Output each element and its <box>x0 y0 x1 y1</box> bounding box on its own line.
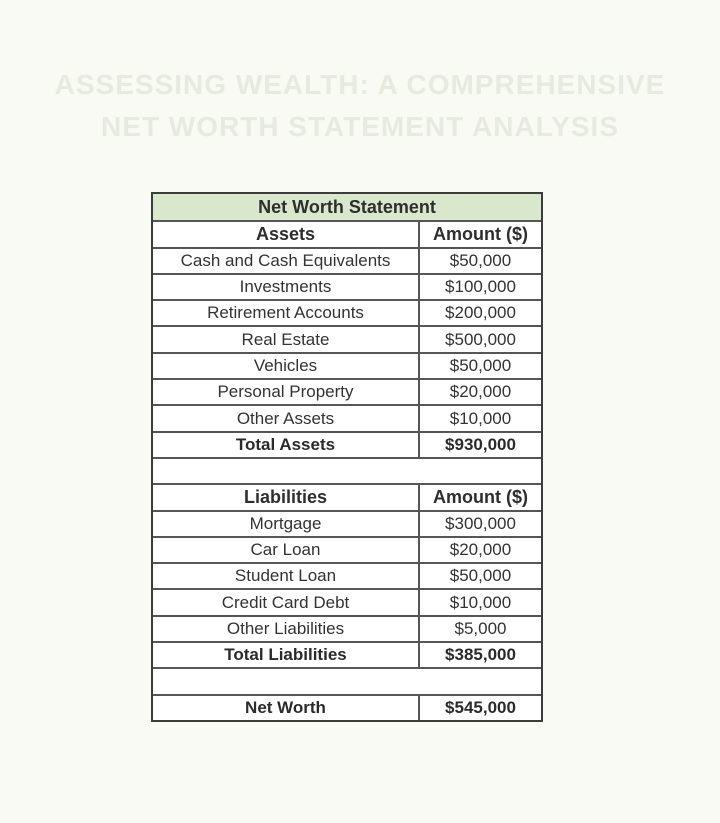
spacer-cell <box>153 459 541 483</box>
assets-header-amount: Amount ($) <box>433 223 528 244</box>
row-label: Student Loan <box>153 564 420 588</box>
row-label: Investments <box>153 275 420 299</box>
row-label: Other Liabilities <box>153 617 420 641</box>
table-row <box>153 378 541 404</box>
net-worth-row <box>153 694 541 720</box>
row-amount: $50,000 <box>449 250 512 270</box>
total-assets-row <box>153 431 541 457</box>
row-amount: $500,000 <box>445 329 516 349</box>
row-amount: $20,000 <box>449 382 512 402</box>
row-amount: $50,000 <box>449 355 512 375</box>
table-row <box>153 404 541 430</box>
total-assets-label: Total Assets <box>153 433 420 457</box>
total-liabilities-label: Total Liabilities <box>153 643 420 667</box>
row-label: Vehicles <box>153 354 420 378</box>
row-label: Other Assets <box>153 406 420 430</box>
row-amount: $10,000 <box>449 592 512 612</box>
row-label: Mortgage <box>153 512 420 536</box>
row-amount: $5,000 <box>454 618 507 638</box>
liabilities-header-amount: Amount ($) <box>433 486 528 507</box>
row-amount: $50,000 <box>449 566 512 586</box>
table-row <box>153 352 541 378</box>
table-row <box>153 562 541 588</box>
net-worth-amount: $545,000 <box>445 697 516 717</box>
page-title-line1: ASSESSING WEALTH: A COMPREHENSIVE <box>54 69 666 100</box>
assets-header-row <box>153 220 541 246</box>
row-label: Real Estate <box>153 327 420 351</box>
table-row <box>153 325 541 351</box>
row-label: Cash and Cash Equivalents <box>153 249 420 273</box>
table-row <box>153 247 541 273</box>
total-liabilities-row <box>153 641 541 667</box>
spacer-row <box>153 667 541 693</box>
spacer-row <box>153 457 541 483</box>
row-amount: $300,000 <box>445 513 516 533</box>
table-row <box>153 510 541 536</box>
total-liabilities-amount: $385,000 <box>445 645 516 665</box>
assets-header-label: Assets <box>153 222 420 246</box>
row-amount: $20,000 <box>449 540 512 559</box>
table-title-row <box>153 194 541 220</box>
table-row <box>153 588 541 614</box>
page-title <box>0 64 720 148</box>
row-amount: $10,000 <box>449 408 512 428</box>
row-label: Retirement Accounts <box>153 301 420 325</box>
liabilities-header-row <box>153 483 541 509</box>
table-row <box>153 615 541 641</box>
net-worth-statement-table <box>151 192 543 722</box>
row-label: Personal Property <box>153 380 420 404</box>
row-amount: $200,000 <box>445 303 516 323</box>
table-title: Net Worth Statement <box>258 196 436 217</box>
table-row <box>153 536 541 562</box>
row-label: Credit Card Debt <box>153 590 420 614</box>
total-assets-amount: $930,000 <box>445 434 516 454</box>
spacer-cell <box>153 669 541 693</box>
row-label: Car Loan <box>153 538 420 562</box>
row-amount: $100,000 <box>445 277 516 297</box>
liabilities-header-label: Liabilities <box>153 485 420 509</box>
table-row <box>153 299 541 325</box>
table-row <box>153 273 541 299</box>
net-worth-label: Net Worth <box>153 696 420 720</box>
page-title-line2: NET WORTH STATEMENT ANALYSIS <box>101 111 619 142</box>
